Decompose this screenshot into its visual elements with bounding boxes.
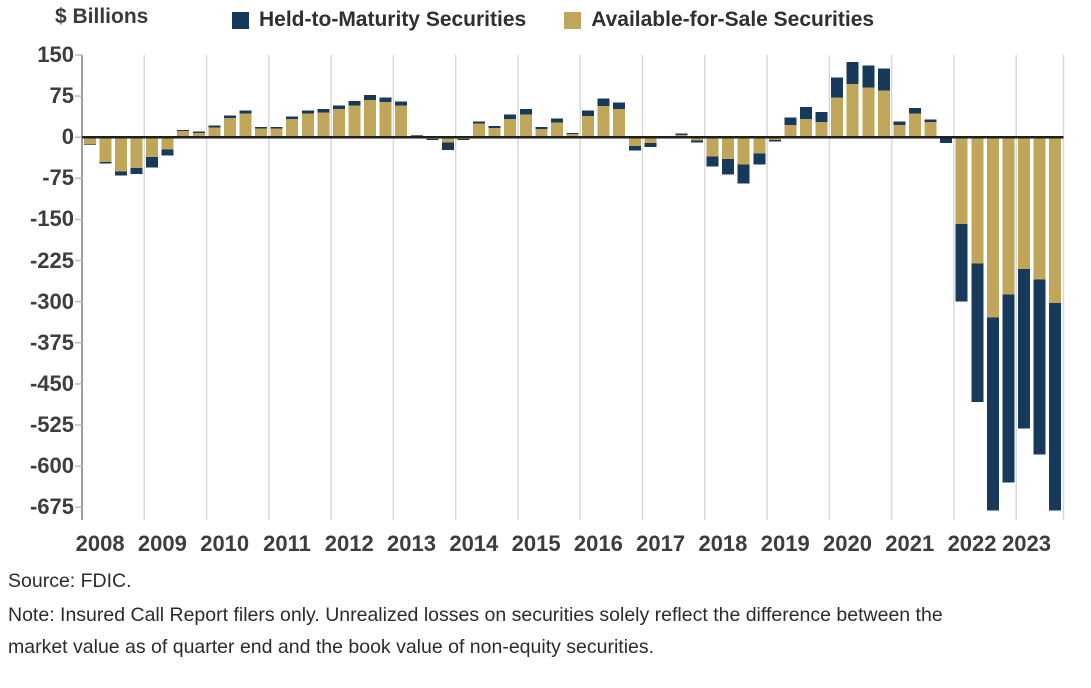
y-axis-tick-label: 0 — [61, 124, 74, 150]
bar-2010Q4-afs — [255, 128, 267, 137]
bar-2016Q4-afs — [629, 137, 641, 146]
x-axis-year-label: 2015 — [511, 531, 561, 556]
bar-2018Q2-htm — [722, 159, 734, 174]
bar-2010Q3-htm — [240, 110, 252, 113]
bar-2021Q2-htm — [909, 108, 921, 113]
bar-2014Q3-afs — [489, 128, 501, 137]
bar-2008Q2-afs — [99, 137, 111, 162]
bar-2016Q2-afs — [598, 106, 610, 137]
bar-2021Q3-htm — [925, 120, 937, 122]
bar-2010Q1-afs — [208, 127, 220, 137]
bar-2008Q3-afs — [115, 137, 127, 172]
y-axis-tick-label: 150 — [37, 41, 74, 67]
y-axis-tick-label: -600 — [29, 453, 74, 479]
bar-2009Q1-htm — [146, 157, 158, 167]
bar-2020Q3-afs — [862, 87, 874, 137]
bar-2021Q1-htm — [893, 121, 905, 125]
bar-2010Q2-afs — [224, 118, 236, 137]
y-axis-tick-label: -300 — [29, 288, 74, 314]
bar-2022Q2-afs — [971, 137, 983, 263]
bar-2011Q2-htm — [286, 116, 298, 119]
chart-footer — [8, 566, 1058, 664]
y-axis-tick-label: -675 — [29, 494, 74, 520]
bar-2013Q1-htm — [395, 102, 407, 106]
note-text-line2: market value as of quarter end and the book value of non-equity securities. — [8, 635, 655, 658]
bar-2018Q1-htm — [707, 156, 719, 166]
bar-2016Q1-htm — [582, 110, 594, 115]
bar-2012Q1-htm — [333, 105, 345, 109]
bar-2016Q4-htm — [629, 146, 641, 150]
bar-2010Q4-htm — [255, 127, 267, 129]
bar-2012Q4-htm — [380, 98, 392, 102]
x-axis-year-label: 2017 — [636, 531, 686, 556]
bar-2019Q4-htm — [816, 112, 828, 122]
bar-2014Q2-htm — [473, 121, 485, 123]
bar-2019Q4-afs — [816, 122, 828, 137]
bar-2021Q2-afs — [909, 114, 921, 138]
bar-2014Q2-afs — [473, 123, 485, 137]
bar-2020Q4-htm — [878, 69, 890, 91]
bar-2019Q1-htm — [769, 140, 781, 142]
bar-2013Q1-afs — [395, 105, 407, 137]
bar-2011Q4-htm — [317, 109, 329, 112]
bar-2018Q4-htm — [753, 154, 765, 165]
bar-2016Q3-htm — [613, 103, 625, 110]
bar-2012Q2-afs — [348, 105, 360, 137]
bar-2022Q3-htm — [987, 318, 999, 511]
y-axis-unit-label: $ Billions — [55, 5, 149, 28]
bar-2023Q1-afs — [1018, 137, 1030, 269]
bar-2023Q2-htm — [1034, 280, 1046, 455]
bar-2014Q3-htm — [489, 126, 501, 128]
bar-2015Q3-htm — [551, 119, 563, 123]
bar-2008Q3-htm — [115, 172, 127, 176]
x-axis-year-label: 2011 — [263, 531, 311, 556]
bar-2013Q4-htm — [442, 143, 454, 150]
bar-2022Q4-htm — [1002, 295, 1014, 483]
x-axis-year-label: 2019 — [760, 531, 810, 556]
bar-2009Q2-htm — [162, 149, 174, 155]
bar-2011Q4-afs — [317, 113, 329, 138]
x-axis-year-label: 2022 — [947, 531, 997, 556]
x-axis-year-label: 2012 — [324, 531, 374, 556]
legend-label-available-for-sale: Available-for-Sale Securities — [591, 8, 875, 31]
bar-2020Q2-afs — [847, 84, 859, 137]
bar-2020Q4-afs — [878, 91, 890, 138]
bar-2020Q2-htm — [847, 62, 859, 84]
bar-2008Q4-htm — [131, 168, 143, 174]
bar-2009Q4-htm — [193, 132, 205, 133]
bar-2021Q4-htm — [940, 138, 952, 143]
bar-2008Q1-htm — [84, 144, 96, 145]
bar-2016Q1-afs — [582, 116, 594, 137]
bar-2012Q4-afs — [380, 102, 392, 137]
bar-2018Q4-afs — [753, 137, 765, 153]
bar-2014Q4-afs — [504, 119, 516, 137]
bar-2013Q3-htm — [426, 139, 438, 140]
bar-2023Q3-htm — [1049, 303, 1061, 511]
x-axis-year-label: 2016 — [573, 531, 623, 556]
bar-2012Q3-afs — [364, 100, 376, 137]
bar-2016Q3-afs — [613, 109, 625, 137]
bar-2020Q1-htm — [831, 77, 843, 97]
bar-2015Q4-htm — [566, 133, 578, 134]
bar-2009Q2-afs — [162, 137, 174, 149]
bar-2016Q2-htm — [598, 98, 610, 106]
bar-2021Q3-afs — [925, 122, 937, 137]
bar-2013Q2-htm — [411, 135, 423, 136]
bar-2010Q2-htm — [224, 115, 236, 118]
bar-2019Q2-afs — [784, 125, 796, 137]
x-axis-year-label: 2008 — [75, 531, 125, 556]
bar-2015Q1-afs — [520, 115, 532, 137]
bar-2012Q3-htm — [364, 95, 376, 100]
bar-2015Q3-afs — [551, 122, 563, 137]
bar-2010Q3-afs — [240, 114, 252, 138]
bar-2019Q3-afs — [800, 119, 812, 137]
x-axis-year-label: 2009 — [137, 531, 187, 556]
bar-2019Q2-htm — [784, 117, 796, 125]
bar-2018Q2-afs — [722, 137, 734, 159]
y-axis-tick-label: -150 — [29, 206, 74, 232]
bar-2017Q3-htm — [675, 133, 687, 135]
bar-2011Q1-htm — [271, 127, 283, 129]
y-axis-tick-label: -525 — [29, 412, 74, 438]
bar-2020Q1-afs — [831, 98, 843, 137]
bar-2008Q2-htm — [99, 162, 111, 164]
bar-2022Q1-htm — [956, 224, 968, 302]
bar-2023Q1-htm — [1018, 269, 1030, 429]
bar-2012Q1-afs — [333, 109, 345, 137]
bar-2011Q3-afs — [302, 114, 314, 138]
y-axis-tick-label: -225 — [29, 247, 74, 273]
bar-2022Q2-htm — [971, 263, 983, 402]
bar-2017Q4-htm — [691, 140, 703, 142]
y-axis-tick-label: 75 — [49, 83, 74, 109]
bar-2018Q3-htm — [738, 165, 750, 184]
bar-2022Q3-afs — [987, 137, 999, 317]
bar-2008Q4-afs — [131, 137, 143, 168]
source-text: Source: FDIC. — [8, 570, 132, 592]
x-axis-year-label: 2023 — [1002, 531, 1052, 556]
bar-2023Q3-afs — [1049, 137, 1061, 303]
x-axis-year-label: 2021 — [885, 531, 935, 556]
bar-2010Q1-htm — [208, 126, 220, 128]
bar-2020Q3-htm — [862, 65, 874, 87]
legend-label-held-to-maturity: Held-to-Maturity Securities — [259, 8, 527, 31]
y-axis-tick-label: -450 — [29, 370, 74, 396]
x-axis-year-label: 2020 — [823, 531, 872, 556]
y-axis-tick-label: -75 — [42, 165, 74, 191]
bar-2014Q4-htm — [504, 115, 516, 119]
bar-2022Q4-afs — [1002, 137, 1014, 294]
bar-2023Q2-afs — [1034, 137, 1046, 280]
y-axis-tick-label: -375 — [29, 329, 74, 355]
bar-2011Q1-afs — [271, 128, 283, 137]
x-axis-year-label: 2018 — [698, 531, 748, 556]
bar-2011Q3-htm — [302, 110, 314, 113]
bar-2012Q2-htm — [348, 101, 360, 105]
bar-2018Q3-afs — [738, 137, 750, 164]
bar-2017Q1-htm — [644, 143, 656, 147]
bar-2018Q1-afs — [707, 137, 719, 156]
x-axis-year-label: 2013 — [387, 531, 436, 556]
bar-2009Q1-afs — [146, 137, 158, 157]
x-axis-year-label: 2014 — [449, 531, 499, 556]
bar-2014Q1-htm — [457, 139, 469, 140]
bar-2019Q3-htm — [800, 107, 812, 119]
bar-2015Q2-htm — [535, 127, 547, 129]
x-axis-year-label: 2010 — [200, 531, 250, 556]
bar-2015Q1-htm — [520, 109, 532, 114]
note-text-line1: Note: Insured Call Report filers only. Unrealized losses on securities solely reflect the difference between the — [8, 603, 943, 626]
bar-2011Q2-afs — [286, 119, 298, 137]
bar-2009Q3-htm — [177, 130, 189, 131]
bar-2021Q1-afs — [893, 125, 905, 137]
bar-2022Q1-afs — [956, 137, 968, 224]
